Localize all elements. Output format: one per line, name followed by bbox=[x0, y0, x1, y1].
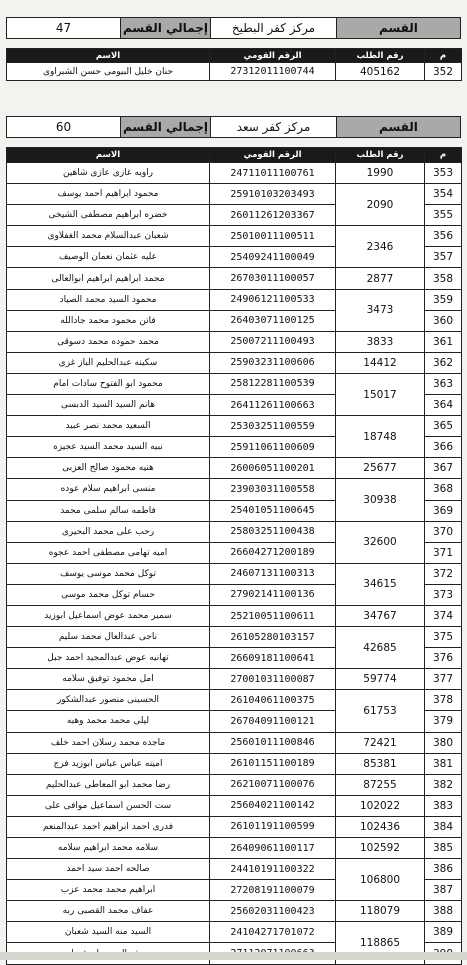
serial-number: 364 bbox=[425, 395, 462, 416]
section-total: 47 bbox=[55, 21, 72, 35]
national-id: 24607131100313 bbox=[210, 563, 336, 584]
applicant-name: ناجى عبدالعال محمد سليم bbox=[7, 627, 210, 648]
section-summary-bar bbox=[6, 17, 461, 39]
serial-number: 374 bbox=[425, 605, 462, 626]
applicant-name: خضره ابراهيم مصطفى الشيخى bbox=[7, 205, 210, 226]
national-id: 25910103203493 bbox=[210, 184, 336, 205]
serial-number: 373 bbox=[425, 584, 462, 605]
table-row bbox=[7, 795, 462, 816]
serial-number: 358 bbox=[425, 268, 462, 289]
applicant-name: السيد منه السيد شعبان bbox=[7, 922, 210, 943]
applicant-name: منسى ابراهيم سلام عوده bbox=[7, 479, 210, 500]
application-number: 106800 bbox=[336, 859, 425, 901]
applicant-name: سكينه عبدالحليم الباز غزى bbox=[7, 352, 210, 373]
application-number: 85381 bbox=[336, 753, 425, 774]
applicant-name: فاتن محمود محمد جادالله bbox=[7, 310, 210, 331]
applicant-name: محمد ابراهيم ابراهيم ابوالعالى bbox=[7, 268, 210, 289]
applicant-name: رحب على محمد البحيرى bbox=[7, 521, 210, 542]
serial-number: 356 bbox=[425, 226, 462, 247]
section-total-label: إجمالي القسم bbox=[120, 117, 210, 137]
national-id: 25010011100511 bbox=[210, 226, 336, 247]
table-row bbox=[7, 458, 462, 479]
applicant-name: ماجده محمد رسلان احمد خلف bbox=[7, 732, 210, 753]
applicant-name: ليلى محمد محمد وهبه bbox=[7, 711, 210, 732]
national-id: 26101151100189 bbox=[210, 753, 336, 774]
table-row bbox=[7, 732, 462, 753]
serial-number: 366 bbox=[425, 437, 462, 458]
national-id: 26011261203367 bbox=[210, 205, 336, 226]
page-edge bbox=[0, 952, 467, 960]
application-number: 34615 bbox=[336, 563, 425, 605]
applicant-name: الحسينى منصور عبدالشكور bbox=[7, 690, 210, 711]
serial-number: 359 bbox=[425, 289, 462, 310]
table-header-row bbox=[7, 148, 462, 163]
applicant-name: حنان خليل البيومى حسن الشبراوى bbox=[7, 63, 210, 81]
applicant-name: هانم السيد السيد الدبسى bbox=[7, 395, 210, 416]
table-row bbox=[7, 838, 462, 859]
applicant-name: راويه غازى عازى شاهين bbox=[7, 163, 210, 184]
table-row bbox=[7, 268, 462, 289]
application-number: 118079 bbox=[336, 901, 425, 922]
national-id: 26609181100641 bbox=[210, 648, 336, 669]
table-row bbox=[7, 669, 462, 690]
column-header-name: الاسم bbox=[7, 49, 210, 63]
application-number: 14412 bbox=[336, 352, 425, 373]
national-id: 25007211100493 bbox=[210, 331, 336, 352]
application-number: 18748 bbox=[336, 416, 425, 458]
serial-number: 362 bbox=[425, 352, 462, 373]
application-number: 32600 bbox=[336, 521, 425, 563]
serial-number: 368 bbox=[425, 479, 462, 500]
section-label: القسم bbox=[336, 18, 460, 38]
table-row bbox=[7, 901, 462, 922]
applicant-name: ست الحسن اسماعيل موافى على bbox=[7, 795, 210, 816]
national-id: 25401051100645 bbox=[210, 500, 336, 521]
table-row bbox=[7, 605, 462, 626]
column-header-name: الاسم bbox=[7, 148, 210, 163]
application-number: 87255 bbox=[336, 774, 425, 795]
national-id: 25911061100609 bbox=[210, 437, 336, 458]
table-row bbox=[7, 373, 462, 394]
table-row bbox=[7, 289, 462, 310]
national-id: 24104271701072 bbox=[210, 922, 336, 943]
table-row bbox=[7, 226, 462, 247]
table-row bbox=[7, 352, 462, 373]
applicants-table bbox=[6, 48, 462, 81]
applicant-name: شعبان عبدالسلام محمد الغفلاوى bbox=[7, 226, 210, 247]
application-number: 2090 bbox=[336, 184, 425, 226]
section-name: مركز كفر سعد bbox=[210, 117, 336, 137]
application-number: 3473 bbox=[336, 289, 425, 331]
table-row bbox=[7, 416, 462, 437]
table-row bbox=[7, 479, 462, 500]
serial-number: 369 bbox=[425, 500, 462, 521]
applicant-name: توكل محمد موسى يوسف bbox=[7, 563, 210, 584]
section-name: مركز كفر البطيخ bbox=[210, 18, 336, 38]
table-row bbox=[7, 922, 462, 943]
applicant-name: فاطمه سالم سلمى محمد bbox=[7, 500, 210, 521]
national-id: 26409061100117 bbox=[210, 838, 336, 859]
serial-number: 361 bbox=[425, 331, 462, 352]
national-id: 26104061100375 bbox=[210, 690, 336, 711]
application-number: 405162 bbox=[336, 63, 425, 81]
section-summary-bar bbox=[6, 116, 461, 138]
table-header-row bbox=[7, 49, 462, 63]
national-id: 26006051100201 bbox=[210, 458, 336, 479]
applicant-name: السعيد محمد نصر عبيد bbox=[7, 416, 210, 437]
national-id: 27312011100744 bbox=[210, 63, 336, 81]
application-number: 3833 bbox=[336, 331, 425, 352]
serial-number: 376 bbox=[425, 648, 462, 669]
applicant-name: رضا محمد ابو المعاطى عبدالحليم bbox=[7, 774, 210, 795]
serial-number: 385 bbox=[425, 838, 462, 859]
serial-number: 386 bbox=[425, 859, 462, 880]
application-number: 72421 bbox=[336, 732, 425, 753]
serial-number: 360 bbox=[425, 310, 462, 331]
table-row bbox=[7, 521, 462, 542]
national-id: 25210051100611 bbox=[210, 605, 336, 626]
national-id: 26105280103157 bbox=[210, 627, 336, 648]
national-id: 26604271200189 bbox=[210, 542, 336, 563]
serial-number: 370 bbox=[425, 521, 462, 542]
serial-number: 382 bbox=[425, 774, 462, 795]
national-id: 25409241100049 bbox=[210, 247, 336, 268]
applicant-name: محمود السيد محمد الصياد bbox=[7, 289, 210, 310]
table-row bbox=[7, 184, 462, 205]
table-row bbox=[7, 859, 462, 880]
serial-number: 380 bbox=[425, 732, 462, 753]
national-id: 26210071100076 bbox=[210, 774, 336, 795]
application-number: 2877 bbox=[336, 268, 425, 289]
national-id: 25812281100539 bbox=[210, 373, 336, 394]
serial-number: 387 bbox=[425, 880, 462, 901]
serial-number: 367 bbox=[425, 458, 462, 479]
column-header-serial: م bbox=[425, 49, 462, 63]
applicant-name: صالحه احمد سيد احمد bbox=[7, 859, 210, 880]
applicant-name: ابراهيم محمد محمد عزب bbox=[7, 880, 210, 901]
table-row bbox=[7, 690, 462, 711]
serial-number: 378 bbox=[425, 690, 462, 711]
serial-number: 365 bbox=[425, 416, 462, 437]
national-id: 25601011100846 bbox=[210, 732, 336, 753]
applicant-name: امل محمود توفيق سلامه bbox=[7, 669, 210, 690]
applicant-name: محمود ابو الفتوح سادات امام bbox=[7, 373, 210, 394]
national-id: 25303251100559 bbox=[210, 416, 336, 437]
serial-number: 371 bbox=[425, 542, 462, 563]
applicant-name: امينه عباس عباس ابوزيد فرج bbox=[7, 753, 210, 774]
applicant-name: محمود ابراهيم احمد يوسف bbox=[7, 184, 210, 205]
national-id: 23903031100558 bbox=[210, 479, 336, 500]
application-number: 2346 bbox=[336, 226, 425, 268]
national-id: 24711011100761 bbox=[210, 163, 336, 184]
application-number: 1990 bbox=[336, 163, 425, 184]
serial-number: 352 bbox=[425, 63, 462, 81]
national-id: 27001031100087 bbox=[210, 669, 336, 690]
applicant-name: عفاف محمد القصبى ربه bbox=[7, 901, 210, 922]
applicant-name: فدرى احمد ابراهيم احمد عبدالمنعم bbox=[7, 816, 210, 837]
serial-number: 353 bbox=[425, 163, 462, 184]
national-id: 26703011100057 bbox=[210, 268, 336, 289]
national-id: 24906121100533 bbox=[210, 289, 336, 310]
application-number: 42685 bbox=[336, 627, 425, 669]
serial-number: 383 bbox=[425, 795, 462, 816]
application-number: 102436 bbox=[336, 816, 425, 837]
column-header-application-no: رقم الطلب bbox=[336, 49, 425, 63]
national-id: 26411261100663 bbox=[210, 395, 336, 416]
serial-number: 354 bbox=[425, 184, 462, 205]
national-id: 26704091100121 bbox=[210, 711, 336, 732]
applicant-name: عليه عثمان نعمان الوصيف bbox=[7, 247, 210, 268]
application-number: 102022 bbox=[336, 795, 425, 816]
table-row bbox=[7, 163, 462, 184]
table-row bbox=[7, 753, 462, 774]
national-id: 25604021100142 bbox=[210, 795, 336, 816]
application-number: 102592 bbox=[336, 838, 425, 859]
column-header-national-id: الرقم القومي bbox=[210, 148, 336, 163]
applicant-name: حسام توكل محمد موسى bbox=[7, 584, 210, 605]
application-number: 61753 bbox=[336, 690, 425, 732]
national-id: 27902141100136 bbox=[210, 584, 336, 605]
serial-number: 355 bbox=[425, 205, 462, 226]
applicant-name: تهانيه عوض عبدالمجيد احمد جبل bbox=[7, 648, 210, 669]
column-header-application-no: رقم الطلب bbox=[336, 148, 425, 163]
table-row bbox=[7, 63, 462, 81]
application-number: 25677 bbox=[336, 458, 425, 479]
applicant-name: اميه تهامى مصطفى احمد عجوه bbox=[7, 542, 210, 563]
applicant-name: محمد حموده محمد دسوقى bbox=[7, 331, 210, 352]
national-id: 25903231100606 bbox=[210, 352, 336, 373]
application-number: 118865 bbox=[336, 922, 425, 964]
national-id: 26403071100125 bbox=[210, 310, 336, 331]
applicant-name: هنيه محمود صالح العزبى bbox=[7, 458, 210, 479]
applicant-name: سلامه محمد ابراهيم سلامه bbox=[7, 838, 210, 859]
table-row bbox=[7, 816, 462, 837]
applicants-table bbox=[6, 147, 462, 965]
national-id: 24410191100322 bbox=[210, 859, 336, 880]
table-row bbox=[7, 774, 462, 795]
serial-number: 379 bbox=[425, 711, 462, 732]
application-number: 34767 bbox=[336, 605, 425, 626]
application-number: 30938 bbox=[336, 479, 425, 521]
section-label: القسم bbox=[336, 117, 460, 137]
national-id: 25602031100423 bbox=[210, 901, 336, 922]
serial-number: 357 bbox=[425, 247, 462, 268]
application-number: 15017 bbox=[336, 373, 425, 415]
table-row bbox=[7, 331, 462, 352]
serial-number: 375 bbox=[425, 627, 462, 648]
applicant-name: نبيه السيد محمد السيد عجيزه bbox=[7, 437, 210, 458]
serial-number: 388 bbox=[425, 901, 462, 922]
applicant-name: سمير محمد عوض اسماعيل ابوزيد bbox=[7, 605, 210, 626]
table-row bbox=[7, 563, 462, 584]
table-row bbox=[7, 627, 462, 648]
serial-number: 377 bbox=[425, 669, 462, 690]
column-header-serial: م bbox=[425, 148, 462, 163]
serial-number: 363 bbox=[425, 373, 462, 394]
serial-number: 372 bbox=[425, 563, 462, 584]
column-header-national-id: الرقم القومي bbox=[210, 49, 336, 63]
national-id: 25803251100438 bbox=[210, 521, 336, 542]
section-total-label: إجمالي القسم bbox=[120, 18, 210, 38]
serial-number: 389 bbox=[425, 922, 462, 943]
serial-number: 381 bbox=[425, 753, 462, 774]
national-id: 26101191100599 bbox=[210, 816, 336, 837]
national-id: 27208191100079 bbox=[210, 880, 336, 901]
application-number: 59774 bbox=[336, 669, 425, 690]
serial-number: 384 bbox=[425, 816, 462, 837]
section-total: 60 bbox=[55, 120, 72, 134]
